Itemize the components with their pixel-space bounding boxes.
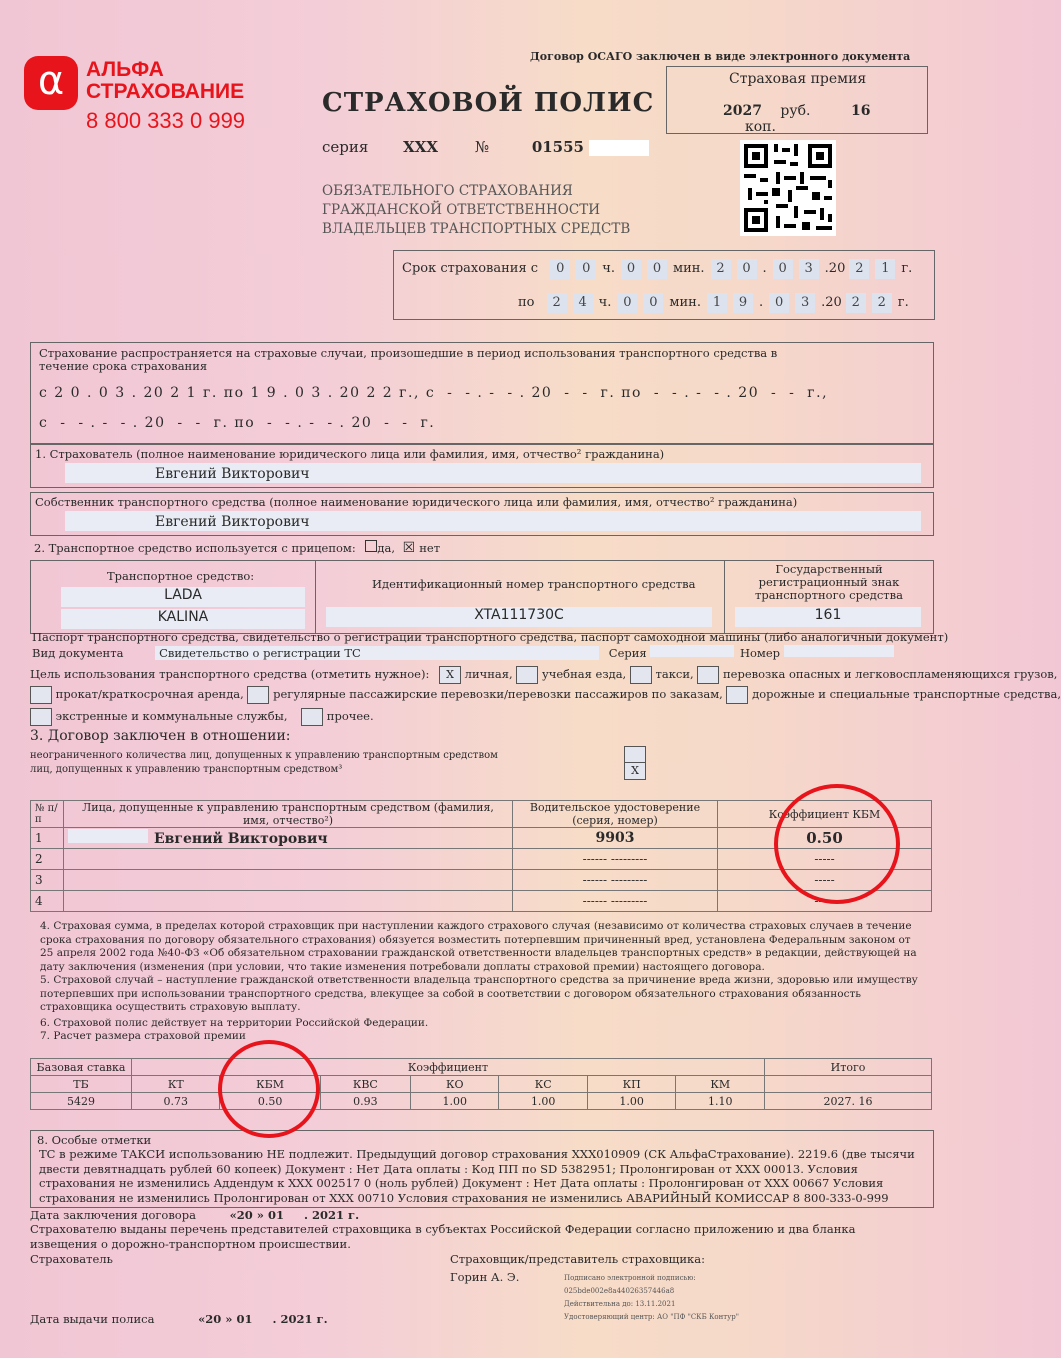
term-cell: 0	[773, 259, 793, 279]
calc-value: 1.00	[587, 1093, 675, 1110]
premium-rub: 2027	[723, 103, 762, 119]
passport-label: Паспорт транспортного средства, свидетельство о регистрации транспортного средства, паспорт самоходной машины (либо аналогичный документ)	[32, 630, 949, 644]
trailer-yes: да,	[377, 541, 395, 555]
brand-line1: АЛЬФА	[86, 58, 164, 81]
number-value: 01555	[531, 138, 584, 156]
brand-line2: СТРАХОВАНИЕ	[86, 80, 245, 103]
vin-field	[326, 607, 712, 627]
calc-header: КС	[499, 1076, 587, 1093]
premium-calc-table	[30, 1058, 932, 1110]
insurer-label: 1. Страхователь (полное наименование юридического лица или фамилия, имя, отчество² гражданина)	[35, 447, 665, 461]
vin-label: Идентификационный номер транспортного средства	[372, 577, 696, 591]
insurer-value: Евгений Викторович	[155, 466, 310, 482]
owner-field	[65, 511, 921, 531]
plate-label: Государственный регистрационный знак транспортного средства	[754, 562, 903, 602]
calc-header: ТБ	[31, 1076, 132, 1093]
insurer-box	[30, 444, 934, 488]
e-signature	[564, 1272, 739, 1324]
purpose-training-checkbox[interactable]	[516, 666, 538, 684]
driver-kbm: -----	[718, 891, 932, 912]
term-cell: 0	[621, 259, 641, 279]
drivers-header-name: Лица, допущенные к управлению транспортным средством (фамилия, имя, отчество²)	[64, 801, 513, 828]
insurer-rep: Горин А. Э.	[450, 1270, 520, 1284]
purpose-other-checkbox[interactable]	[301, 708, 323, 726]
purpose-emergency-checkbox[interactable]	[30, 708, 52, 726]
vehicle-col1	[31, 561, 316, 633]
clause-4: 4. Страховая сумма, в пределах которой страховщик при наступлении каждого страхового случая (независимо от количества страховых случаев в течение срока страхования по договору обязательного страхования) обязуется возместить потерпевшим причиненный вред, установлена Федеральным законом от 25 апреля 2002 года №40-ФЗ «Об обязательном страховании гражданской ответственности владельцев транспортных средств» в редакции, действующей на дату заключения (изменения (при условии, что такие изменения потребовали доплаты страховой премии) настоящего договора.	[40, 920, 917, 973]
doc-series-label: Серия	[608, 646, 647, 660]
plate-field	[735, 607, 921, 627]
trailer-row	[34, 540, 440, 556]
purpose-emergency: экстренные и коммунальные службы,	[55, 709, 288, 723]
term-cell: 0	[550, 259, 570, 279]
purpose-rental: прокат/краткосрочная аренда,	[55, 687, 244, 701]
owner-label: Собственник транспортного средства (полное наименование юридического лица или фамилия, имя, отчество² гражданина)	[35, 495, 798, 509]
qr-code	[740, 140, 836, 236]
issue-date-row	[30, 1312, 328, 1326]
driver-n: 2	[31, 849, 64, 870]
kbm-calc-highlight-circle	[218, 1040, 320, 1138]
purpose-taxi: такси,	[655, 667, 694, 681]
vehicle-col2	[316, 561, 725, 633]
driver-license: ------ ---------	[513, 849, 718, 870]
driver-license: 9903	[513, 828, 718, 849]
passport-row	[32, 645, 922, 660]
calc-base-label: Базовая ставка	[31, 1059, 132, 1076]
premium-kop: 16	[850, 103, 871, 119]
owner-value: Евгений Викторович	[155, 514, 310, 530]
notes-box	[30, 1130, 934, 1208]
clause-5: 5. Страховой случай – наступление гражданской ответственности владельца транспортного средства за причинение вреда жизни, здоровью или имуществу потерпевших при использовании транспортного средства, влекущее за собой в соответствии с договором обязательного страхования обязанность страховщика осуществить страховую выплату.	[40, 974, 918, 1013]
drivers-header-kbm: Коэффициент КБМ	[718, 801, 932, 828]
term-cell: .20	[821, 295, 842, 310]
period-text: Страхование распространяется на страховые случаи, произошедшие в период использования транспортного средства в течение срока страхования	[39, 346, 778, 373]
vin-value: XTA111730C	[474, 607, 564, 623]
purpose-regular-checkbox[interactable]	[247, 686, 269, 704]
drivers-header-n: № п/п	[31, 801, 64, 828]
term-cell: 2	[846, 293, 866, 313]
purpose-row1	[30, 666, 1057, 684]
trailer-no: нет	[419, 541, 441, 555]
calc-header-empty	[765, 1076, 932, 1093]
notes-label: 8. Особые отметки	[37, 1133, 152, 1147]
alpha-logo-icon: α	[24, 56, 78, 110]
term-cell: 1	[875, 259, 895, 279]
company-logo	[24, 56, 274, 136]
term-cell: 0	[576, 259, 596, 279]
driver-kbm: 0.50	[718, 828, 932, 849]
driver-n: 3	[31, 870, 64, 891]
term-cell: 2	[547, 293, 567, 313]
term-cell: ч.	[602, 261, 615, 276]
driver-license: ------ ---------	[513, 870, 718, 891]
term-cell: 3	[799, 259, 819, 279]
trailer-label: 2. Транспортное средство используется с прицепом:	[34, 541, 356, 555]
term-cell: 1	[707, 293, 727, 313]
insurer-field	[65, 463, 921, 483]
issue-date: «20 » 01 . 2021 г.	[198, 1312, 328, 1326]
purpose-personal-checkbox[interactable]: X	[439, 666, 461, 684]
driver-name-value: Евгений Викторович	[154, 831, 328, 847]
drivers-header-license: Водительское удостоверение (серия, номер)	[513, 801, 718, 828]
clauses	[40, 920, 920, 1044]
doc-number-value	[784, 645, 894, 657]
vehicle-col3	[725, 561, 933, 633]
subtitle-line1: ОБЯЗАТЕЛЬНОГО СТРАХОВАНИЯ	[322, 183, 573, 199]
term-box	[393, 250, 935, 320]
calc-header: КТ	[132, 1076, 220, 1093]
purpose-row3	[30, 708, 374, 726]
clause-7: 7. Расчет размера страховой премии	[40, 1030, 246, 1042]
driver-n: 4	[31, 891, 64, 912]
contract-label: 3. Договор заключен в отношении:	[30, 728, 291, 744]
owner-box	[30, 492, 934, 536]
term-cell: 4	[573, 293, 593, 313]
purpose-regular: регулярные пассажирские перевозки/перевозки пассажиров по заказам,	[273, 687, 723, 701]
term-cell: 2	[872, 293, 892, 313]
term-cell: .	[762, 261, 767, 276]
term-from-row	[402, 259, 912, 279]
trailer-no-checkbox[interactable]: ☒	[402, 540, 416, 556]
term-cell: 3	[795, 293, 815, 313]
notes-text: ТС в режиме ТАКСИ использованию НЕ подлежит. Предыдущий договор страхования ХХХ010909 (СК АльфаСтрахование). 2219.6 (две тысячи двести девятнадцать рублей 60 копеек) Документ : Нет Дата оплаты : Код ПП по SD 5382951; Пролонгирован от ХХХ 00013. Условия страхования не изменились Аддендум к ХХХ 002517 0 (ноль рублей) Документ : Нет Дата оплаты : Пролонгирован от ХХХ 00667 Условия страхования не изменились Пролонгирован от ХХХ 00710 Условия страхования не изменились АВАРИЙНЫЙ КОМИССАР 8 800-333-0-999	[39, 1147, 915, 1205]
term-cell: 0	[647, 259, 667, 279]
term-cell: мин.	[672, 261, 705, 276]
term-cell: .20	[824, 261, 846, 276]
calc-value: 1.10	[676, 1093, 765, 1110]
purpose-other: прочее.	[326, 709, 374, 723]
issue-date-label: Дата выдачи полиса	[30, 1312, 155, 1326]
premium-values	[723, 103, 927, 135]
calc-total-label: Итого	[765, 1059, 932, 1076]
vehicle-model: KALINA	[61, 609, 305, 629]
premium-rub-label: руб.	[780, 103, 811, 119]
calc-values-row	[31, 1093, 932, 1110]
calc-header-row1	[31, 1059, 932, 1076]
sig-line2: 025bde002e8a44026357446a8	[564, 1287, 675, 1295]
driver-name	[64, 828, 513, 849]
purpose-rental-checkbox[interactable]	[30, 686, 52, 704]
term-to-row	[518, 293, 909, 313]
period-box	[30, 342, 934, 444]
term-cell: 2	[711, 259, 731, 279]
term-cell: 2	[849, 259, 869, 279]
term-cell: 9	[733, 293, 753, 313]
calc-header: КВС	[320, 1076, 410, 1093]
calc-value: 0.93	[320, 1093, 410, 1110]
period-row2: с - - . - - . 20 - - г. по - - . - - . 20 - - г.	[39, 415, 436, 431]
sig-line1: Подписано электронной подписью:	[564, 1274, 696, 1282]
purpose-row2	[30, 686, 1061, 704]
premium-box	[666, 66, 928, 134]
premium-label: Страховая премия	[729, 71, 867, 87]
premium-kop-label: коп.	[745, 119, 776, 135]
calc-value: 0.73	[132, 1093, 220, 1110]
kbm-highlight-circle	[774, 784, 900, 904]
driver-n: 1	[31, 828, 64, 849]
contract-limited-checkbox[interactable]: X	[624, 762, 646, 780]
doc-number-label: Номер	[739, 646, 781, 660]
term-cell: г.	[897, 295, 909, 310]
vehicle-label: Транспортное средство:	[107, 569, 255, 583]
purpose-dangerous: перевозка опасных и легковоспламеняющихся грузов,	[723, 667, 1058, 681]
insurer-rep-label: Страховщик/представитель страховщика:	[450, 1252, 705, 1266]
purpose-taxi-checkbox[interactable]	[630, 666, 652, 684]
contract-date: «20 » 01 . 2021 г.	[229, 1208, 360, 1222]
issued-text: Страхователю выданы перечень представителей страховщика в субъектах Российской Федерации согласно приложению и два бланка извещения о дорожно-транспортном происшествии.	[30, 1222, 856, 1251]
term-cell: ч.	[598, 295, 612, 310]
term-cell: 0	[769, 293, 789, 313]
calc-header-row2	[31, 1076, 932, 1093]
purpose-personal: личная,	[464, 667, 513, 681]
contract-date-label: Дата заключения договора	[30, 1208, 196, 1222]
driver-name	[64, 870, 513, 891]
subtitle	[322, 182, 630, 239]
doc-type-label: Вид документа	[32, 646, 124, 660]
purpose-training: учебная езда,	[542, 667, 627, 681]
term-to-label: по	[518, 295, 535, 310]
policyholder-label: Страхователь	[30, 1252, 113, 1266]
calc-header: КБМ	[220, 1076, 320, 1093]
purpose-road-checkbox[interactable]	[726, 686, 748, 704]
plate-value: 161	[814, 607, 842, 623]
table-row	[31, 891, 932, 912]
driver-name	[64, 891, 513, 912]
vehicle-make: LADA	[61, 587, 305, 607]
calc-total: 2027. 16	[765, 1093, 932, 1110]
calc-value: 1.00	[410, 1093, 498, 1110]
term-cell: мин.	[669, 295, 701, 310]
series-value: ХХХ	[403, 138, 439, 156]
clause-6: 6. Страховой полис действует на территории Российской Федерации.	[40, 1016, 429, 1029]
electronic-note: Договор ОСАГО заключен в виде электронного документа	[530, 50, 911, 63]
doc-series-value	[650, 645, 734, 657]
series-label: серия	[322, 138, 369, 156]
doc-type-value: Свидетельство о регистрации ТС	[155, 646, 599, 660]
calc-value: 5429	[31, 1093, 132, 1110]
contract-limited: лиц, допущенных к управлению транспортным средством³	[30, 764, 343, 775]
purpose-dangerous-checkbox[interactable]	[697, 666, 719, 684]
calc-value: 0.50	[220, 1093, 320, 1110]
term-cell: г.	[901, 261, 913, 276]
contract-unlimited: неограниченного количества лиц, допущенных к управлению транспортным средством	[30, 750, 498, 761]
purpose-label: Цель использования транспортного средства (отметить нужное):	[30, 667, 430, 681]
trailer-yes-checkbox[interactable]	[365, 540, 377, 552]
driver-kbm: -----	[718, 870, 932, 891]
sig-line4: Удостоверяющий центр: АО "ПФ "СКБ Контур"	[564, 1313, 739, 1321]
calc-header: КП	[587, 1076, 675, 1093]
calc-coef-label: Коэффициент	[132, 1059, 765, 1076]
term-cell: 0	[643, 293, 663, 313]
term-cell: 0	[617, 293, 637, 313]
driver-name	[64, 849, 513, 870]
driver-kbm: -----	[718, 849, 932, 870]
phone: 8 800 333 0 999	[86, 108, 246, 133]
calc-header: КО	[410, 1076, 498, 1093]
term-cell: 0	[737, 259, 757, 279]
number-label: №	[474, 138, 490, 156]
driver-license: ------ ---------	[513, 891, 718, 912]
subtitle-line3: ВЛАДЕЛЬЦЕВ ТРАНСПОРТНЫХ СРЕДСТВ	[322, 221, 631, 237]
vehicle-box	[30, 560, 934, 634]
subtitle-line2: ГРАЖДАНСКОЙ ОТВЕТСТВЕННОСТИ	[322, 202, 600, 218]
purpose-road: дорожные и специальные транспортные средства,	[752, 687, 1061, 701]
redaction	[589, 140, 649, 156]
calc-value: 1.00	[499, 1093, 587, 1110]
page-title: СТРАХОВОЙ ПОЛИС	[322, 88, 655, 118]
sig-line3: Действительна до: 13.11.2021	[564, 1300, 676, 1308]
series-row	[322, 138, 649, 156]
contract-date-row	[30, 1208, 359, 1222]
term-cell: .	[758, 295, 764, 310]
period-row1: с 2 0 . 0 3 . 20 2 1 г. по 1 9 . 0 3 . 20 2 2 г., с - - . - - . 20 - - г. по - - . - - . 20 - - г.,	[39, 385, 829, 401]
term-from-label: Срок страхования с	[402, 261, 539, 276]
calc-header: КМ	[676, 1076, 765, 1093]
